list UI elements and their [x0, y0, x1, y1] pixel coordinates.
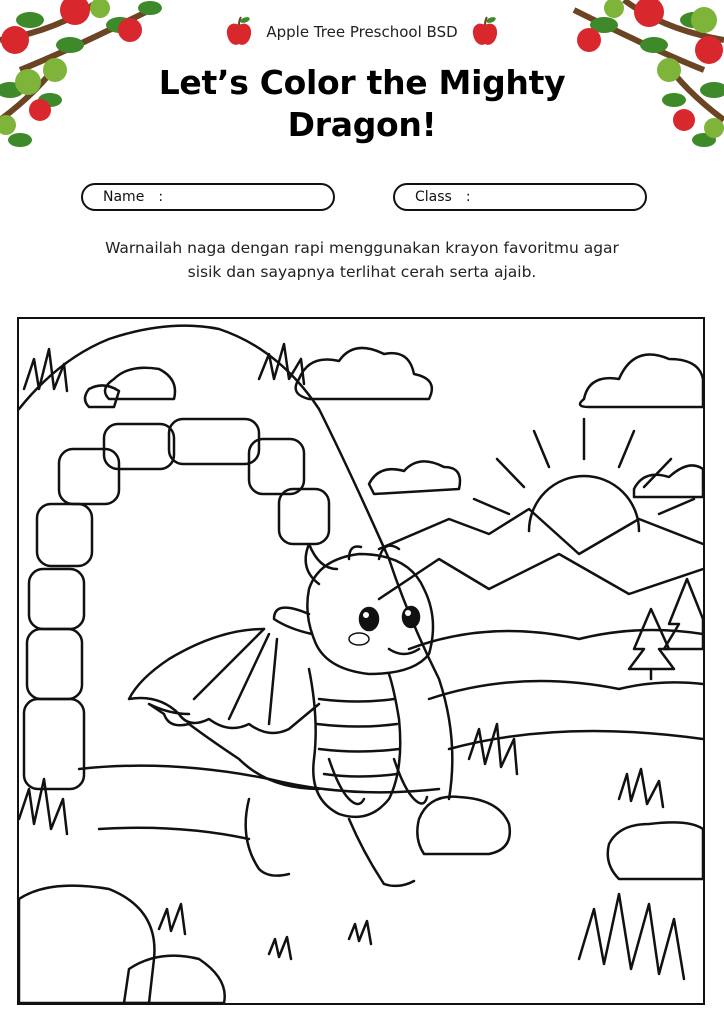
grass: [469, 724, 517, 774]
coloring-frame: [17, 317, 705, 1005]
class-label: Class: [415, 189, 452, 205]
grass: [159, 904, 185, 934]
grass: [349, 921, 371, 944]
mountains: [379, 509, 703, 554]
class-field[interactable]: [393, 183, 647, 211]
dragon-wing: [129, 629, 319, 733]
name-label: Name: [103, 189, 145, 205]
grass: [619, 769, 663, 807]
rock: [105, 368, 175, 399]
pine-tree: [664, 579, 703, 649]
instructions: [62, 236, 662, 284]
dragon: [149, 544, 433, 886]
rock: [85, 385, 119, 407]
school-name: Apple Tree Preschool BSD: [266, 23, 458, 41]
rock: [124, 956, 225, 1003]
grass: [269, 937, 291, 959]
name-colon: :: [158, 189, 164, 205]
school-header: [0, 16, 724, 48]
instructions-line-2: sisik dan sayapnya terlihat cerah serta ajaib.: [187, 263, 537, 281]
cloud: [580, 355, 703, 408]
grass: [579, 894, 684, 979]
cloud: [634, 465, 703, 497]
title-line-2: Dragon!: [287, 105, 437, 144]
stone-arch: [24, 419, 329, 789]
page-title: [0, 62, 724, 146]
instructions-line-1: Warnailah naga dengan rapi menggunakan krayon favoritmu agar: [105, 239, 619, 257]
cloud: [369, 461, 460, 494]
class-colon: :: [465, 189, 471, 205]
apple-icon: [470, 16, 500, 48]
ground: [79, 766, 439, 793]
cloud: [296, 348, 432, 399]
apple-icon: [224, 16, 254, 48]
grass: [19, 779, 67, 834]
name-field[interactable]: [81, 183, 335, 211]
dragon-coloring-illustration: [19, 319, 703, 1003]
rock: [608, 822, 703, 879]
grass: [24, 349, 67, 391]
title-line-1: Let’s Color the Mighty: [158, 63, 566, 102]
rock: [19, 886, 154, 1003]
rock: [417, 797, 510, 854]
